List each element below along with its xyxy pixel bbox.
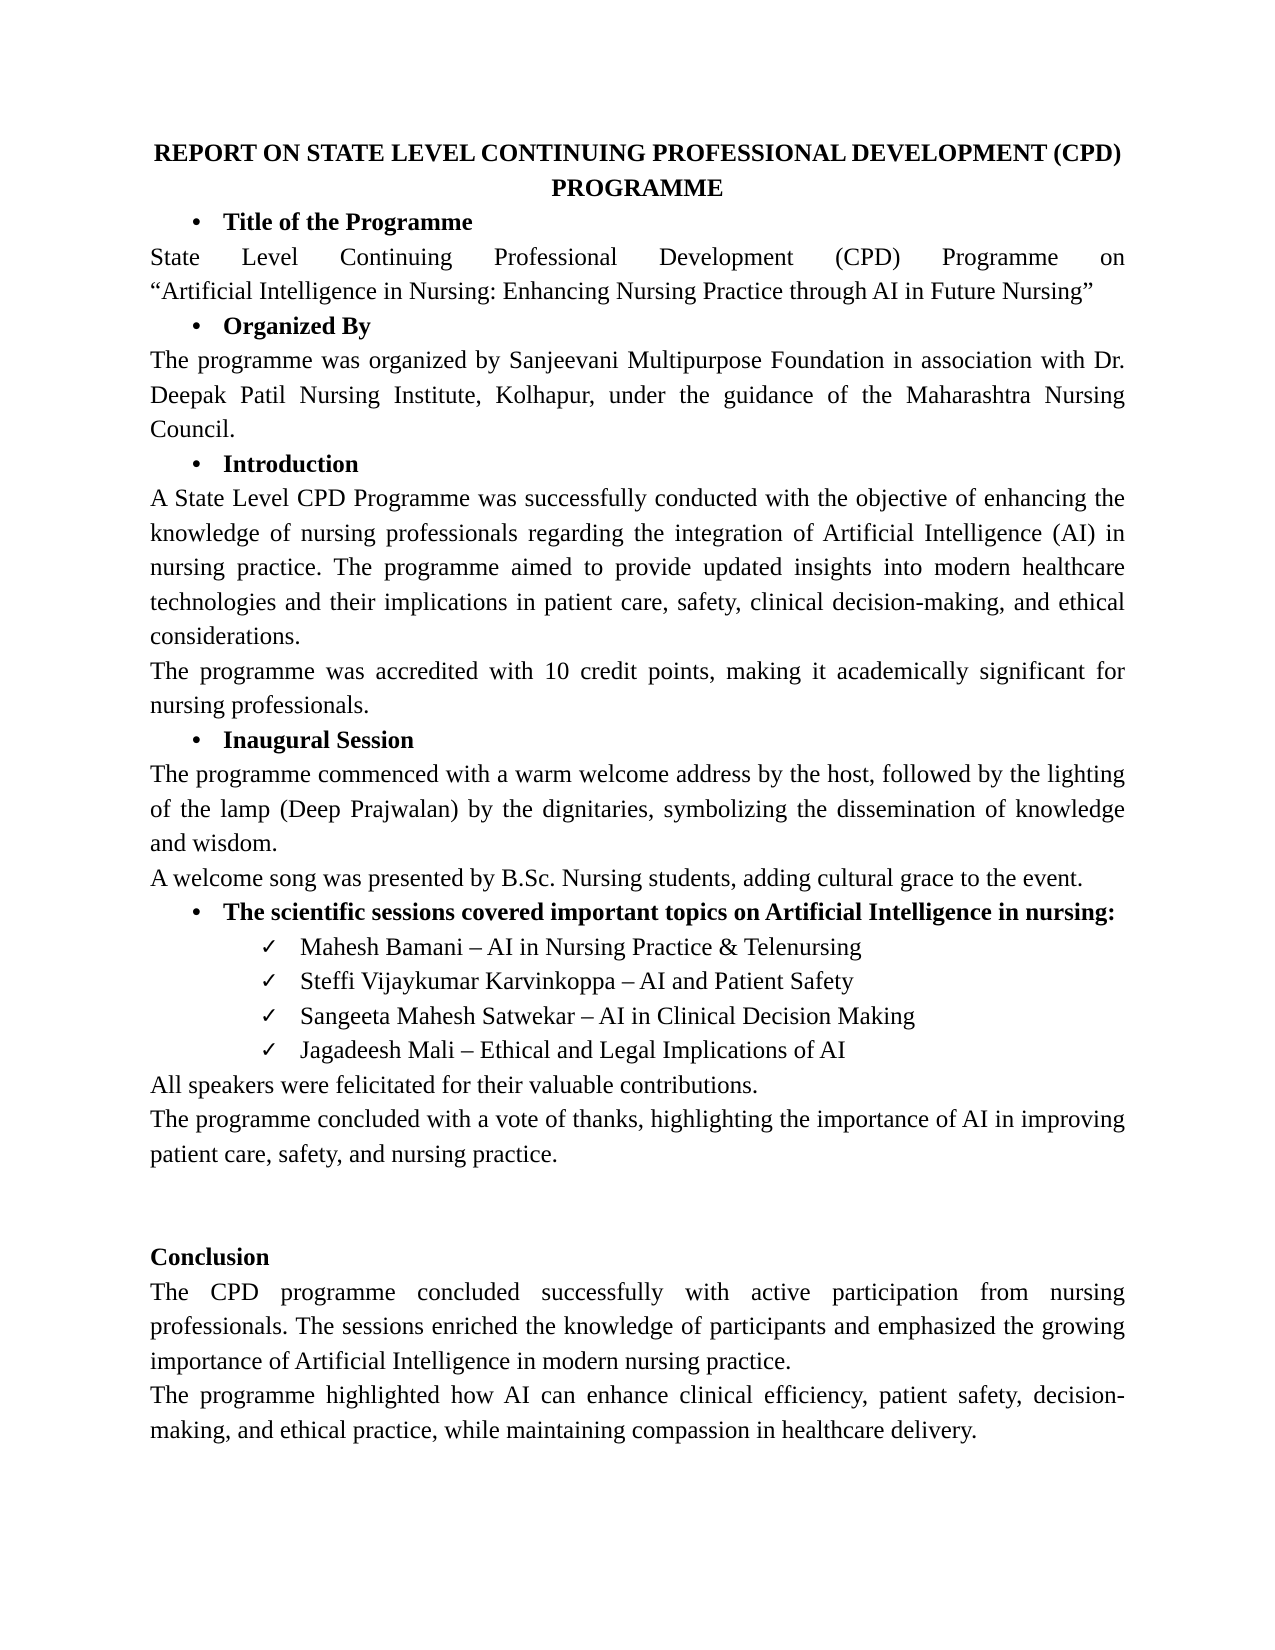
speaker-list-item — [150, 1000, 1125, 1035]
bullet-icon: • — [192, 899, 201, 926]
report-title-line2: PROGRAMME — [551, 174, 724, 202]
section-heading-introduction — [150, 448, 1125, 483]
speaker-list-item — [150, 1034, 1125, 1069]
inaugural-paragraph-1: The programme commenced with a warm welcome address by the host, followed by the lighting of the lamp (Deep Prajwalan) by the dignitaries, symbolizing the dissemination of knowledge and wisdom. — [150, 761, 1125, 857]
introduction-paragraph-2: The programme was accredited with 10 credit points, making it academically significant for nursing professionals. — [150, 657, 1125, 719]
conclusion-heading: Conclusion — [150, 1244, 270, 1271]
check-icon: ✓ — [260, 1038, 279, 1063]
blank-lines-spacer — [150, 1172, 1125, 1241]
section-heading-label: The scientific sessions covered important topics on Artificial Intelligence in nursing: — [223, 899, 1116, 926]
introduction-paragraph-1: A State Level CPD Programme was successfully conducted with the objective of enhancing the knowledge of nursing professionals regarding the integration of Artificial Intelligence (AI) in nursing practice. The programme aimed to provide updated insights into modern healthcare technologies and their implications in patient care, safety, clinical decision-making, and ethical considerations. — [150, 485, 1125, 650]
section-heading-title-of-programme — [150, 206, 1125, 241]
speaker-list-item — [150, 931, 1125, 966]
section-heading-organized-by — [150, 310, 1125, 345]
speaker-topic: Steffi Vijaykumar Karvinkoppa – AI and Patient Safety — [300, 968, 854, 995]
section-heading-scientific-sessions — [150, 896, 1125, 931]
organized-by-paragraph: The programme was organized by Sanjeevani Multipurpose Foundation in association with Dr. Deepak Patil Nursing Institute, Kolhapur, under the guidance of the Maharashtra Nursing Council. — [150, 347, 1125, 443]
section-heading-inaugural-session — [150, 724, 1125, 759]
bullet-icon: • — [192, 450, 201, 478]
conclusion-paragraph-1: The CPD programme concluded successfully with active participation from nursing professionals. The sessions enriched the knowledge of participants and emphasized the growing importance of Artificial Intelligence in modern nursing practice. — [150, 1278, 1125, 1375]
bullet-icon: • — [192, 209, 201, 236]
conclusion-paragraph-2: The programme highlighted how AI can enhance clinical efficiency, patient safety, decision-making, and ethical practice, while maintaining compassion in healthcare delivery. — [150, 1382, 1125, 1444]
speaker-topic: Jagadeesh Mali – Ethical and Legal Implications of AI — [300, 1037, 846, 1064]
programme-name-line1: State Level Continuing Professional Development (CPD) Programme on — [150, 243, 1125, 271]
section-heading-label: Inaugural Session — [223, 726, 415, 754]
speaker-topic: Mahesh Bamani – AI in Nursing Practice & Telenursing — [300, 933, 862, 961]
speaker-topic: Sangeeta Mahesh Satwekar – AI in Clinical Decision Making — [300, 1002, 916, 1030]
programme-name-line2: “Artificial Intelligence in Nursing: Enhancing Nursing Practice through AI in Future Nursing” — [150, 278, 1094, 305]
section-heading-label: Introduction — [223, 450, 359, 478]
vote-of-thanks-paragraph: The programme concluded with a vote of thanks, highlighting the importance of AI in improving patient care, safety, and nursing practice. — [150, 1106, 1125, 1168]
check-icon: ✓ — [260, 934, 279, 960]
report-title-line1: REPORT ON STATE LEVEL CONTINUING PROFESSIONAL DEVELOPMENT (CPD) — [153, 140, 1122, 167]
report-title — [150, 137, 1125, 206]
section-heading-label: Organized By — [223, 312, 371, 340]
inaugural-paragraph-2: A welcome song was presented by B.Sc. Nursing students, adding cultural grace to the event. — [150, 864, 1084, 892]
speaker-list-item — [150, 965, 1125, 1000]
check-icon: ✓ — [260, 1003, 279, 1029]
section-heading-label: Title of the Programme — [223, 209, 473, 236]
bullet-icon: • — [192, 312, 201, 340]
check-icon: ✓ — [260, 969, 279, 994]
felicitation-paragraph: All speakers were felicitated for their valuable contributions. — [150, 1071, 759, 1099]
bullet-icon: • — [192, 726, 201, 754]
